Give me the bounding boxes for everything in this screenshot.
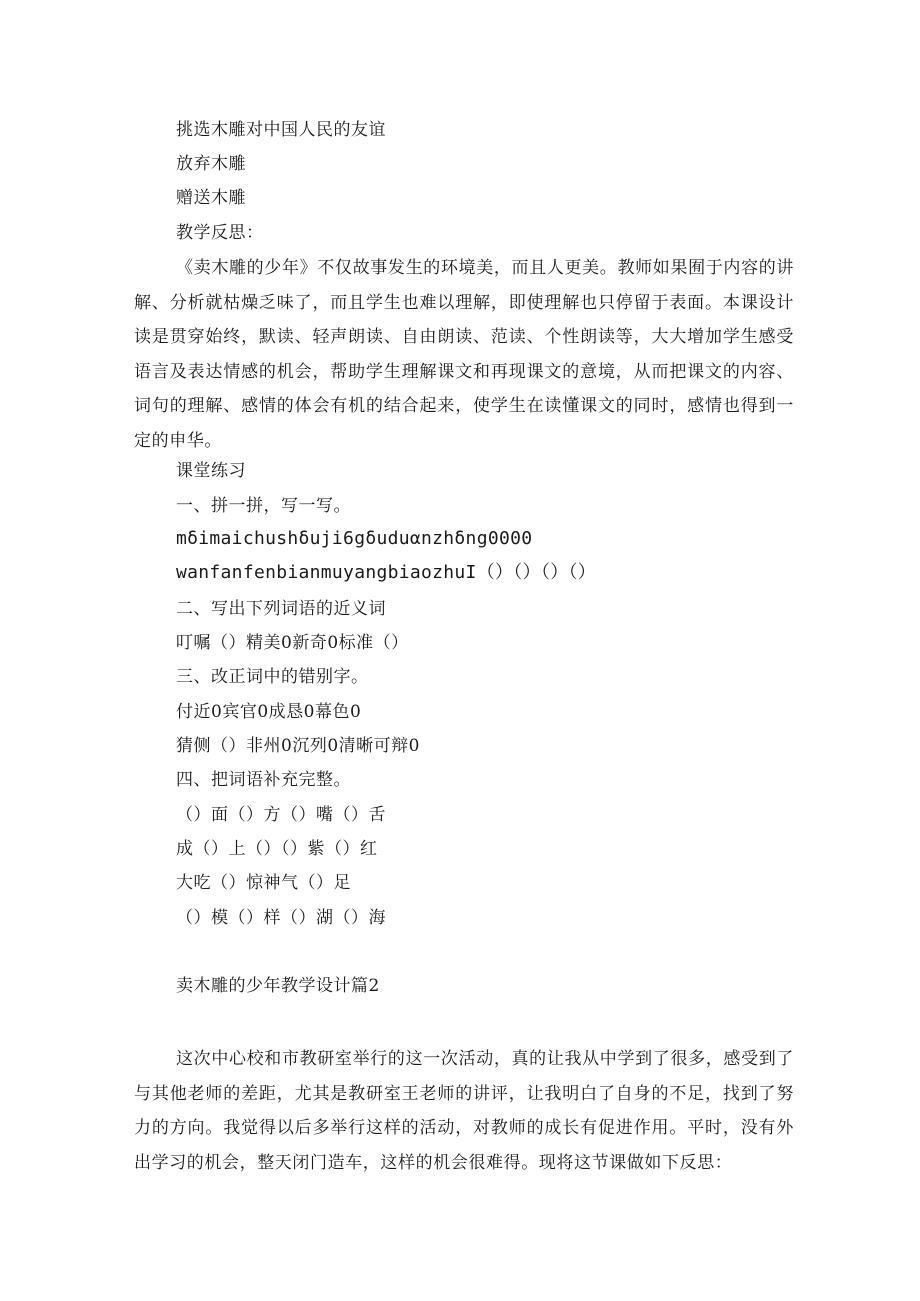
q3-line-2: 猜侧（）非州0沉列0清晰可辩0 <box>176 736 420 756</box>
option-line-friendship: 挑选木雕对中国人民的友谊 <box>176 120 386 140</box>
section-2-paragraph: 这次中心校和市教研室举行的这一次活动，真的让我从中学到了很多，感受到了与其他老师的差距，尤其是教研室王老师的讲评，让我明白了自身的不足，找到了努力的方向。我觉得以后多举行这样的活动，对教师的成长有促进作用。平时，没有外出学习的机会，整天闭门造车，这样的机会很难得。现将这节课做如下反思： <box>134 1049 794 1173</box>
q1-pinyin-line-2: wanfanfenbianmuyangbiaozhuI（）（）（）（） <box>176 562 597 583</box>
q4-title: 四、把词语补充完整。 <box>176 770 351 790</box>
q3-line-1: 付近0宾官0成恳0幕色0 <box>176 702 362 722</box>
q4-line-1: （）面（）方（）嘴（）舌 <box>176 805 386 825</box>
q4-line-2: 成（）上（）（）紫（）红 <box>176 839 378 859</box>
q1-title: 一、拼一拼，写一写。 <box>176 496 351 516</box>
q4-line-3: 大吃（）惊神气（）足 <box>176 873 351 893</box>
q1-pinyin-line-1: mδimaichushδuji6gδuduαnzhδng0000 <box>176 528 533 549</box>
q3-title: 三、改正词中的错别字。 <box>176 667 369 687</box>
exercise-heading: 课堂练习 <box>176 461 246 481</box>
q2-line: 叮嘱（）精美0新奇0标准（） <box>176 633 409 653</box>
reflection-heading: 教学反思： <box>176 223 264 243</box>
q2-title: 二、写出下列词语的近义词 <box>176 599 386 619</box>
q4-line-4: （）模（）样（）湖（）海 <box>176 908 386 928</box>
section-2-title: 卖木雕的少年教学设计篇2 <box>176 976 380 996</box>
option-line-abandon: 放弃木雕 <box>176 154 246 174</box>
option-line-gift: 赠送木雕 <box>176 188 246 208</box>
reflection-paragraph: 《卖木雕的少年》不仅故事发生的环境美，而且人更美。教师如果囿于内容的讲解、分析就枯燥乏味了，而且学生也难以理解，即使理解也只停留于表面。本课设计读是贯穿始终，默读、轻声朗读、自由朗读、范读、个性朗读等，大大增加学生感受语言及表达情感的机会，帮助学生理解课文和再现课文的意境，从而把课文的内容、词句的理解、感情的体会有机的结合起来，使学生在读懂课文的同时，感情也得到一定的申华。 <box>134 258 794 451</box>
